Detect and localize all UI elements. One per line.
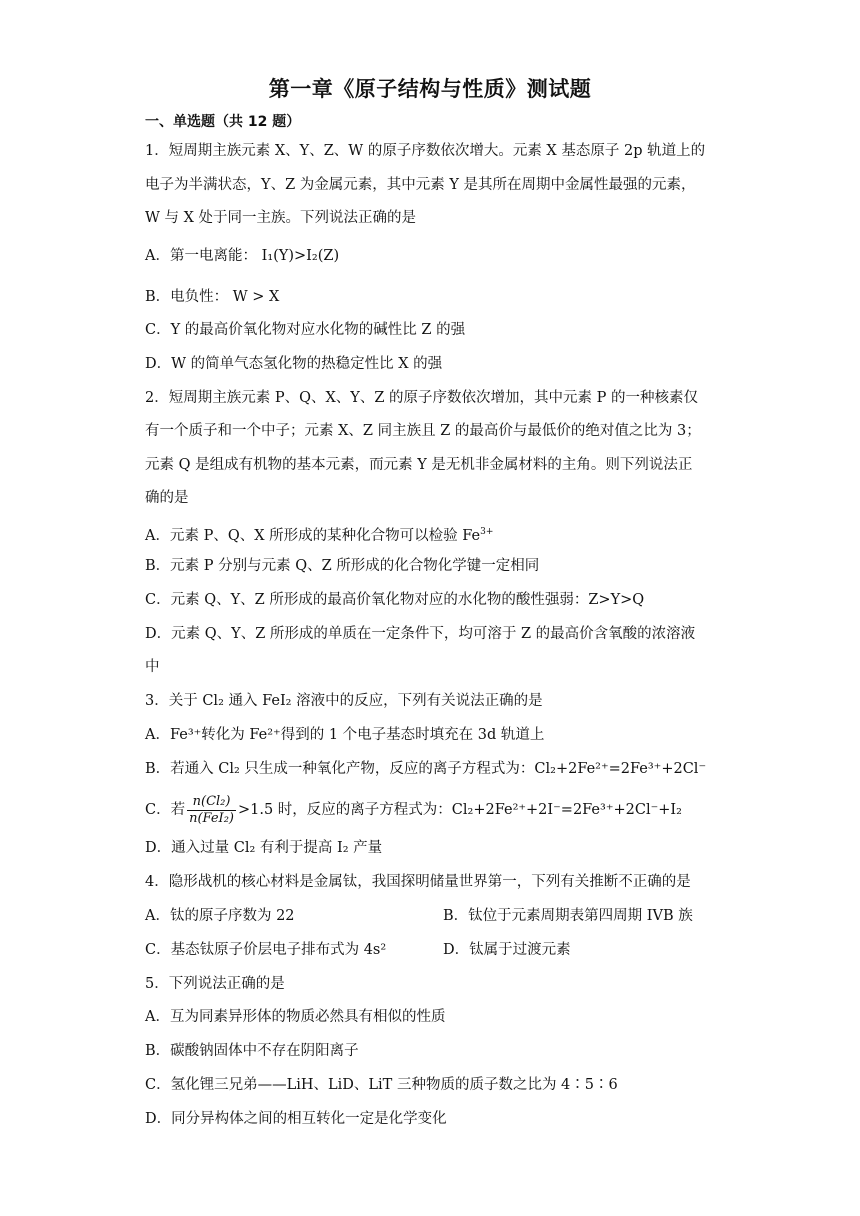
q2-stem-line-4: 确的是	[145, 490, 189, 506]
q2-option-d-line-2: 中	[145, 659, 160, 675]
q3-option-b: B．若通入 Cl₂ 只生成一种氧化产物，反应的离子方程式为：Cl₂+2Fe²⁺=2Fe³⁺+2Cl⁻	[145, 761, 707, 777]
q3-option-c	[145, 790, 682, 830]
q2-stem-line-3: 元素 Q 是组成有机物的基本元素，而元素 Y 是无机非金属材料的主角。则下列说法正	[145, 457, 693, 473]
q2-stem-line-2: 有一个质子和一个中子；元素 X、Z 同主族且 Z 的最高价与最低价的绝对值之比为 3；	[145, 423, 701, 439]
q4-option-d: D．钛属于过渡元素	[443, 942, 571, 958]
q2-option-c: C．元素 Q、Y、Z 所形成的最高价氧化物对应的水化物的酸性强弱：Z>Y>Q	[145, 592, 645, 608]
q4-stem: 4．隐形战机的核心材料是金属钛，我国探明储量世界第一，下列有关推断不正确的是	[145, 874, 691, 890]
q4-option-a: A．钛的原子序数为 22	[145, 908, 295, 924]
q2-stem-line-1: 2．短周期主族元素 P、Q、X、Y、Z 的原子序数依次增加，其中元素 P 的一种核素仅	[145, 390, 699, 406]
section-heading: 一、单选题（共 12 题）	[145, 114, 301, 130]
q1-option-d: D．W 的简单气态氢化物的热稳定性比 X 的强	[145, 356, 443, 372]
q5-stem: 5．下列说法正确的是	[145, 976, 285, 992]
q2-option-a	[145, 522, 493, 546]
q5-option-c: C．氢化锂三兄弟——LiH、LiD、LiT 三种物质的质子数之比为 4∶5∶6	[145, 1077, 618, 1093]
q1-option-a-text: A．第一电离能：	[145, 248, 257, 264]
q1-option-a	[145, 246, 339, 266]
q3-option-d: D．通入过量 Cl₂ 有利于提高 I₂ 产量	[145, 840, 383, 856]
fraction-denominator: n(FeI₂)	[189, 810, 234, 826]
q3-stem: 3．关于 Cl₂ 通入 FeI₂ 溶液中的反应，下列有关说法正确的是	[145, 693, 543, 709]
q5-option-b: B．碳酸钠固体中不存在阴阳离子	[145, 1043, 359, 1059]
q5-option-a: A．互为同素异形体的物质必然具有相似的性质	[145, 1009, 446, 1025]
q5-option-d: D．同分异构体之间的相互转化一定是化学变化	[145, 1111, 447, 1127]
q2-option-d-line-1: D．元素 Q、Y、Z 所形成的单质在一定条件下，均可溶于 Z 的最高价含氧酸的浓溶液	[145, 626, 696, 642]
fraction-numerator: n(Cl₂)	[187, 794, 236, 811]
q3-option-c-prefix: C．若	[145, 802, 186, 818]
q2-option-a-charge: 3+	[480, 527, 494, 537]
q3-option-c-fraction	[187, 794, 236, 827]
q1-option-c: C．Y 的最高价氧化物对应水化物的碱性比 Z 的强	[145, 322, 466, 338]
q1-stem-line-1: 1．短周期主族元素 X、Y、Z、W 的原子序数依次增大。元素 X 基态原子 2p 轨道上的	[145, 143, 706, 159]
q1-stem-line-2: 电子为半满状态，Y、Z 为金属元素，其中元素 Y 是其所在周期中金属性最强的元素，	[145, 177, 696, 193]
q2-option-b: B．元素 P 分别与元素 Q、Z 所形成的化合物化学键一定相同	[145, 558, 540, 574]
q2-option-a-text: A．元素 P、Q、X 所形成的某种化合物可以检验 Fe	[145, 527, 481, 544]
q1-option-a-math: I₁(Y)>I₂(Z)	[261, 248, 340, 264]
q3-option-a: A．Fe³⁺转化为 Fe²⁺得到的 1 个电子基态时填充在 3d 轨道上	[145, 727, 545, 743]
page-title: 第一章《原子结构与性质》测试题	[268, 77, 592, 101]
q3-option-c-suffix: >1.5 时，反应的离子方程式为：Cl₂+2Fe²⁺+2I⁻=2Fe³⁺+2Cl⁻+I₂	[237, 802, 682, 818]
q1-stem-line-3: W 与 X 处于同一主族。下列说法正确的是	[145, 210, 417, 226]
q1-option-b: B．电负性： W > X	[145, 289, 280, 305]
q4-option-c: C．基态钛原子价层电子排布式为 4s²	[145, 942, 387, 958]
q4-option-b: B．钛位于元素周期表第四周期 IVB 族	[443, 908, 693, 924]
